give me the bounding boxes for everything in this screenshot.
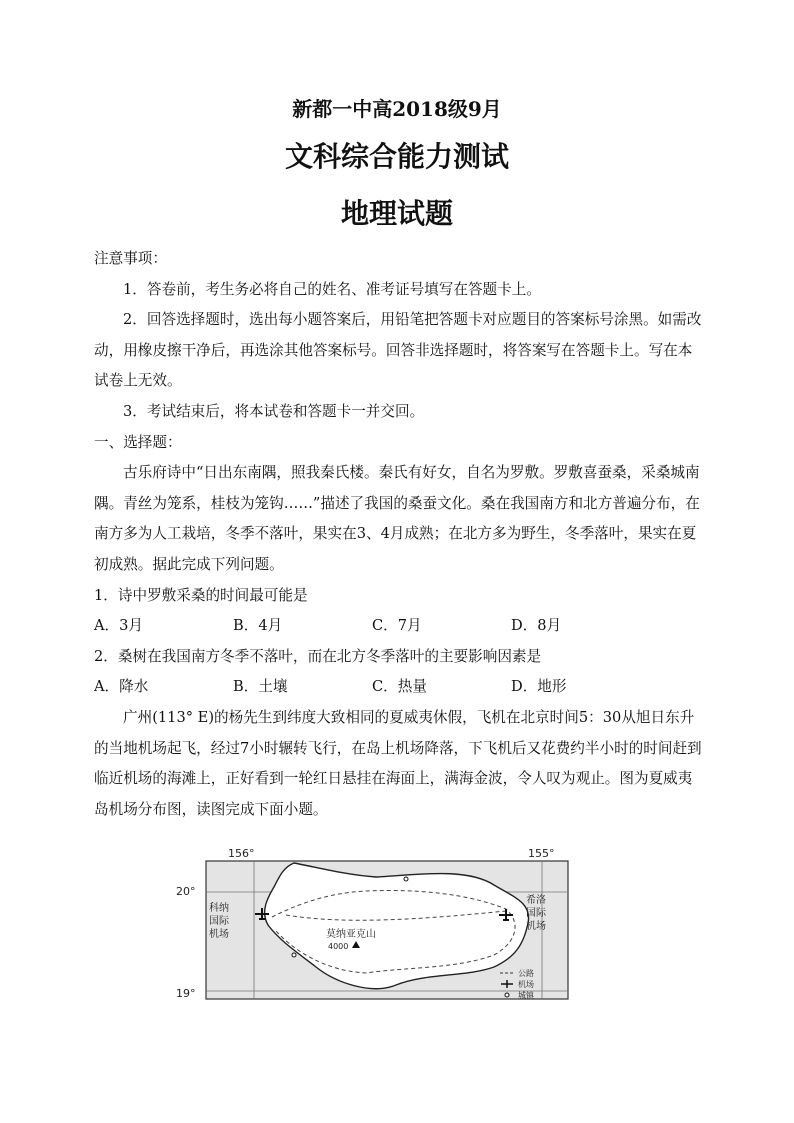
mountain-name: 莫纳亚克山	[326, 929, 376, 940]
option-b: B．4月	[233, 617, 283, 635]
passage-2: 广州(113° E)的杨先生到纬度大致相同的夏威夷休假，飞机在北京时间5：30从旭日东升的当地机场起飞，经过7小时辗转飞行，在岛上机场降落，下飞机后又花费约半小时的时间赶到临近机场的海滩上，正好看到一轮红日悬挂在海面上，满海金波，令人叹为观止。图为夏威夷岛机场分布图，读图完成下面小题。	[94, 708, 702, 818]
option-a: A．3月	[94, 617, 144, 635]
legend-town-label: 城镇	[518, 991, 534, 1000]
notice-item-1: 1．答卷前，考生务必将自己的姓名、准考证号填写在答题卡上。	[123, 280, 541, 298]
exam-body	[94, 244, 706, 825]
lon-label-155: 155°	[528, 847, 555, 860]
airport-west-label-3: 机场	[209, 929, 229, 940]
airport-west-label-2: 国际	[209, 916, 229, 927]
option-b: B．土壤	[233, 678, 288, 696]
passage-1: 古乐府诗中“日出东南隅，照我秦氏楼。秦氏有好女，自名为罗敷。罗敷喜蚕桑，采桑城南隅。青丝为笼系，桂枝为笼钩……”描述了我国的桑蚕文化。桑在我国南方和北方普遍分布，在南方多为人工栽培，冬季不落叶，果实在3、4月成熟；在北方多为野生，冬季落叶，果实在夏初成熟。据此完成下列问题。	[94, 464, 700, 573]
map-figure	[176, 845, 576, 1005]
airport-west-label-1: 科纳	[209, 903, 229, 914]
question-2-options	[94, 672, 706, 703]
question-1-stem: 1．诗中罗敷采桑的时间最可能是	[94, 586, 308, 604]
airport-east-label-3: 机场	[526, 921, 546, 932]
town-dot-icon	[505, 993, 509, 997]
exam-school-title: 新都一中高2018级9月	[292, 97, 502, 121]
question-1-options	[94, 611, 706, 642]
notice-title: 注意事项：	[94, 250, 167, 267]
hawaii-island-map	[176, 845, 576, 1005]
legend-airport-label: 机场	[518, 980, 534, 989]
airport-east-label-1: 希洛	[526, 895, 546, 906]
option-d: D．8月	[511, 617, 562, 635]
lat-label-19: 19°	[176, 987, 196, 1000]
mountain-elevation: 4000	[328, 942, 349, 951]
option-a: A．降水	[94, 678, 149, 696]
town-dot-icon	[404, 877, 408, 881]
exam-subject-title: 文科综合能力测试	[284, 140, 509, 173]
option-d: D．地形	[511, 678, 567, 696]
exam-paper-title: 地理试题	[340, 197, 453, 230]
lat-label-20: 20°	[176, 885, 196, 898]
notice-item-3: 3．考试结束后，将本试卷和答题卡一并交回。	[123, 402, 425, 420]
legend-road-label: 公路	[518, 969, 534, 978]
airport-east-label-2: 国际	[526, 908, 546, 919]
lon-label-156: 156°	[228, 847, 255, 860]
question-2-stem: 2．桑树在我国南方冬季不落叶，而在北方冬季落叶的主要影响因素是	[94, 647, 542, 665]
section-title: 一、选择题：	[94, 433, 182, 451]
option-c: C．热量	[372, 678, 427, 696]
map-legend	[500, 968, 535, 1000]
town-dot-icon	[292, 953, 296, 957]
option-c: C．7月	[372, 617, 422, 635]
notice-item-2: 2．回答选择题时，选出每小题答案后，用铅笔把答题卡对应题目的答案标号涂黑。如需改动，用橡皮擦干净后，再选涂其他答案标号。回答非选择题时，将答案写在答题卡上。写在本试卷上无效。	[94, 311, 702, 390]
